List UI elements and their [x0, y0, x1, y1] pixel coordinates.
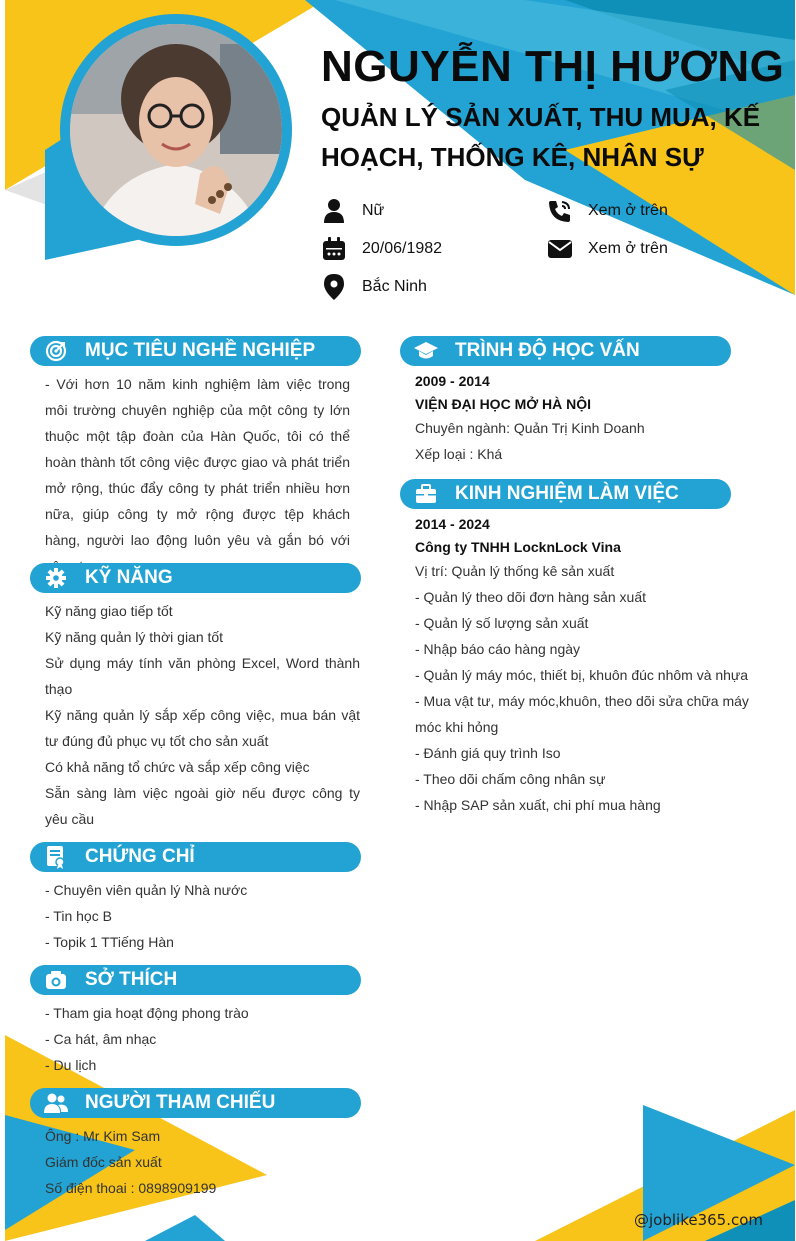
experience-company: Công ty TNHH LocknLock Vina: [415, 539, 621, 555]
avatar: [70, 24, 282, 236]
address-info: [321, 274, 427, 300]
experience-item: - Đánh giá quy trình Iso: [415, 745, 561, 761]
certificate-item: - Topik 1 TTiếng Hàn: [45, 934, 174, 950]
users-icon: [43, 1090, 69, 1116]
experience-item: - Quản lý theo dõi đơn hàng sản xuất: [415, 589, 646, 605]
briefcase-icon: [413, 481, 439, 507]
skill-item: Sử dụng máy tính văn phòng Excel, Word thành thạo: [45, 655, 360, 697]
certificate-item: - Tin học B: [45, 908, 112, 924]
hobby-item: - Tham gia hoạt động phong trào: [45, 1005, 249, 1021]
gear-icon: [43, 565, 69, 591]
birthday-info: [321, 236, 442, 262]
experience-item: - Theo dõi chấm công nhân sự: [415, 771, 606, 787]
skill-item: Kỹ năng quản lý thời gian tốt: [45, 629, 224, 645]
education-body: [415, 369, 755, 467]
hobby-item: - Ca hát, âm nhạc: [45, 1031, 157, 1047]
education-header: [400, 336, 731, 366]
certificates-title: CHỨNG CHỈ: [85, 846, 195, 867]
cv-page: [5, 0, 795, 1241]
education-title: TRÌNH ĐỘ HỌC VẤN: [455, 340, 640, 361]
objective-text: - Với hơn 10 năm kinh nghiệm làm việc trong môi trường chuyên nghiệp của một công ty lớn thuộc một tập đoàn của Hàn Quốc, tôi có thể hoàn thành tốt công việc được giao và phát triển mở rộng, thúc đẩy công ty phát triển nhiều hơn nữa, giúp công ty mở rộng được tệp khách hàng, người lao động luôn yêu và gắn bó với: [45, 376, 350, 548]
skills-header: [30, 563, 361, 593]
location-icon: [321, 274, 347, 300]
camera-icon: [43, 967, 69, 993]
skill-item: Có khả năng tổ chức và sắp xếp công việc: [45, 759, 310, 775]
experience-item: - Mua vật tư, máy móc,khuôn, theo dõi sửa chữa máy móc khi hỏng: [415, 693, 749, 735]
email-value: Xem ở trên: [588, 240, 668, 257]
target-icon: [43, 338, 69, 364]
reference-item: Giám đốc sản xuất: [45, 1154, 162, 1170]
user-icon: [321, 198, 347, 224]
certificate-icon: [43, 844, 69, 870]
experience-item: - Quản lý số lượng sản xuất: [415, 615, 589, 631]
job-title: QUẢN LÝ SẢN XUẤT, THU MUA, KẾ HOẠCH, THỐNG KÊ, NHÂN SỰ: [321, 102, 761, 172]
experience-item: - Quản lý máy móc, thiết bị, khuôn đúc nhôm và nhựa: [415, 667, 749, 683]
certificates-header: [30, 842, 361, 872]
references-header: [30, 1088, 361, 1118]
phone-value: Xem ở trên: [588, 202, 668, 219]
phone-icon: [547, 198, 573, 224]
objective-header: [30, 336, 361, 366]
hobbies-header: [30, 965, 361, 995]
education-period: 2009 - 2014: [415, 373, 490, 389]
experience-header: [400, 479, 731, 509]
certificates-list: [45, 877, 360, 955]
phone-info: [547, 198, 668, 224]
education-grade: Xếp loại : Khá: [415, 446, 503, 462]
objective-title: MỤC TIÊU NGHỀ NGHIỆP: [85, 340, 316, 361]
experience-item: - Nhập SAP sản xuất, chi phí mua hàng: [415, 797, 661, 813]
skill-item: Kỹ năng giao tiếp tốt: [45, 603, 173, 619]
references-title: NGƯỜI THAM CHIẾU: [85, 1092, 276, 1113]
email-info: [547, 236, 668, 262]
experience-title: KINH NGHIỆM LÀM VIỆC: [455, 483, 679, 504]
skill-item: Sẵn sàng làm việc ngoài giờ nếu được công ty yêu cầu: [45, 785, 360, 827]
gender-info: [321, 198, 384, 224]
graduation-cap-icon: [413, 338, 439, 364]
experience-period: 2014 - 2024: [415, 516, 490, 532]
hobby-item: - Du lịch: [45, 1057, 97, 1073]
education-school: VIỆN ĐẠI HỌC MỞ HÀ NỘI: [415, 396, 592, 412]
experience-item: Vị trí: Quản lý thống kê sản xuất: [415, 563, 615, 579]
birthday-value: 20/06/1982: [362, 240, 443, 257]
watermark: @joblike365.com: [634, 1211, 764, 1229]
gender-value: Nữ: [362, 202, 385, 219]
reference-item: Số điện thoai : 0898909199: [45, 1180, 217, 1196]
address-value: Bắc Ninh: [362, 278, 427, 295]
calendar-icon: [321, 236, 347, 262]
reference-item: Ông : Mr Kim Sam: [45, 1128, 161, 1144]
skills-list: [45, 598, 360, 832]
skills-title: KỸ NĂNG: [85, 567, 173, 588]
hobbies-list: [45, 1000, 360, 1078]
certificate-item: - Chuyên viên quản lý Nhà nước: [45, 882, 248, 898]
experience-body: [415, 512, 760, 818]
experience-item: - Nhập báo cáo hàng ngày: [415, 641, 581, 657]
envelope-icon: [547, 236, 573, 262]
person-name: NGUYỄN THỊ HƯƠNG: [321, 42, 785, 91]
skill-item: Kỹ năng quản lý sắp xếp công việc, mua bán vật tư đúng đủ phục vụ tốt cho sản xuất: [45, 707, 360, 749]
hobbies-title: SỞ THÍCH: [85, 969, 178, 990]
references-list: [45, 1123, 360, 1201]
education-major: Chuyên ngành: Quản Trị Kinh Doanh: [415, 420, 645, 436]
